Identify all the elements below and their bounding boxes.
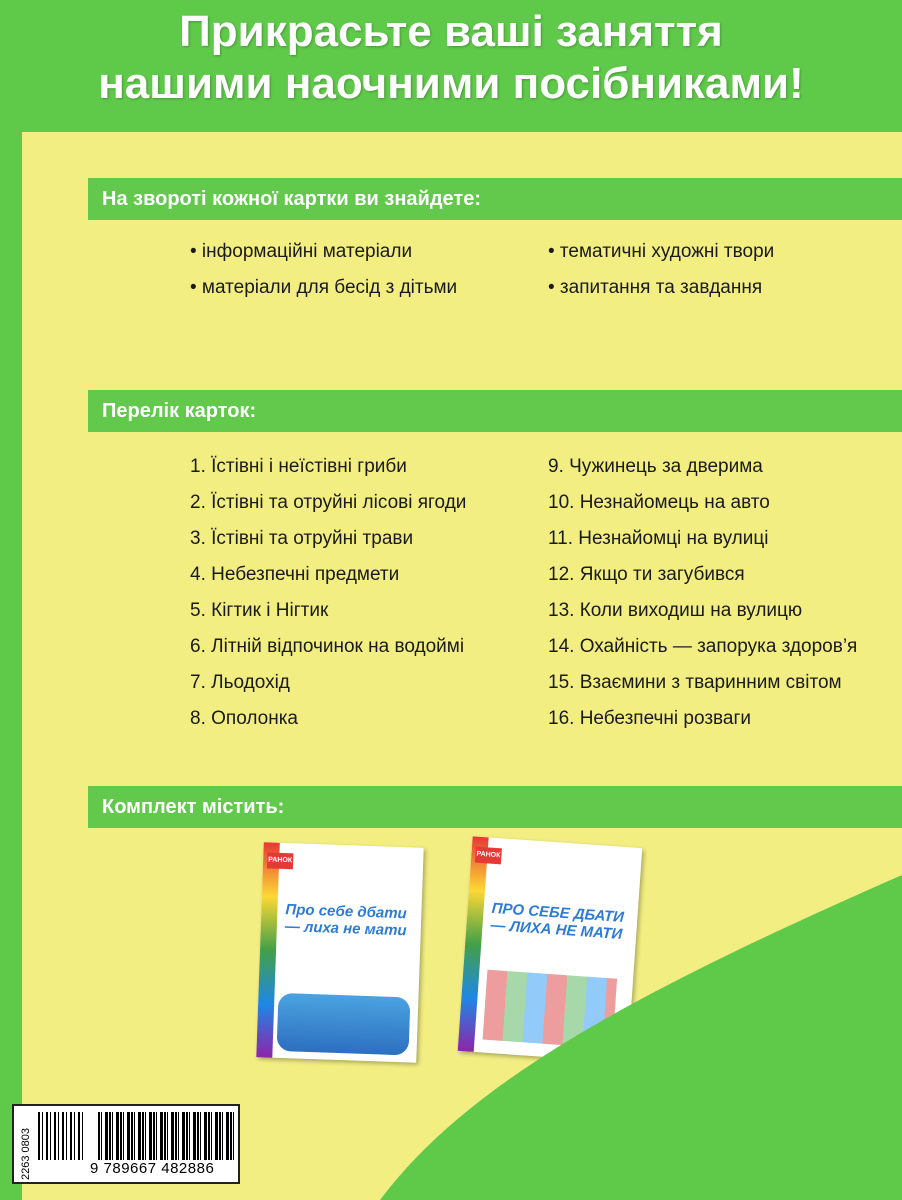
publisher-logo: РАНОК [475,847,502,865]
card-item: 6. Літній відпочинок на водоймі [190,636,465,657]
barcode-bars [98,1112,236,1160]
barcode-side-code: 2263 0803 [20,1128,32,1180]
headline-line-1: Прикрасьте ваші заняття [179,7,723,56]
card-item: 11. Незнайомці на вулиці [548,528,769,549]
card-item: 9. Чужинець за дверима [548,456,763,477]
section-card-list: Перелік карток: [88,390,902,432]
barcode-side-bars [38,1112,86,1160]
card-item: 12. Якщо ти загубився [548,564,745,585]
card-item: 5. Кігтик і Нігтик [190,600,329,621]
book-title: ПРО СЕБЕ ДБАТИ — ЛИХА НЕ МАТИ [489,899,625,943]
section-set-contains: Комплект містить: [88,786,902,828]
card-item: 8. Ополонка [190,708,298,729]
card-item: 16. Небезпечні розваги [548,708,752,729]
card-item: 1. Їстівні і неїстівні гриби [190,456,407,477]
card-item: 3. Їстівні та отруйні трави [190,528,414,549]
card-item: 10. Незнайомець на авто [548,492,770,513]
card-item: 15. Взаємини з тваринним світом [548,672,842,693]
barcode [12,1104,240,1184]
card-item: 14. Охайність — запорука здоров’я [548,636,858,657]
feature-item: • матеріали для бесід з дітьми [190,277,458,298]
card-item: 13. Коли виходиш на вулицю [548,600,803,621]
publisher-logo: РАНОК [267,852,294,869]
feature-item: • інформаційні матеріали [190,241,413,262]
feature-item: • запитання та завдання [548,277,763,298]
card-item: 7. Льодохід [190,672,290,693]
book-title: Про себе дбати — лиха не мати [284,901,408,940]
headline-line-2: нашими наочними посібниками! [98,59,804,108]
card-item: 4. Небезпечні предмети [190,564,400,585]
feature-item: • тематичні художні твори [548,241,775,262]
barcode-number: 9 789667 482886 [90,1160,215,1177]
section-back-side: На звороті кожної картки ви знайдете: [88,178,902,220]
card-item: 2. Їстівні та отруйні лісові ягоди [190,492,467,513]
